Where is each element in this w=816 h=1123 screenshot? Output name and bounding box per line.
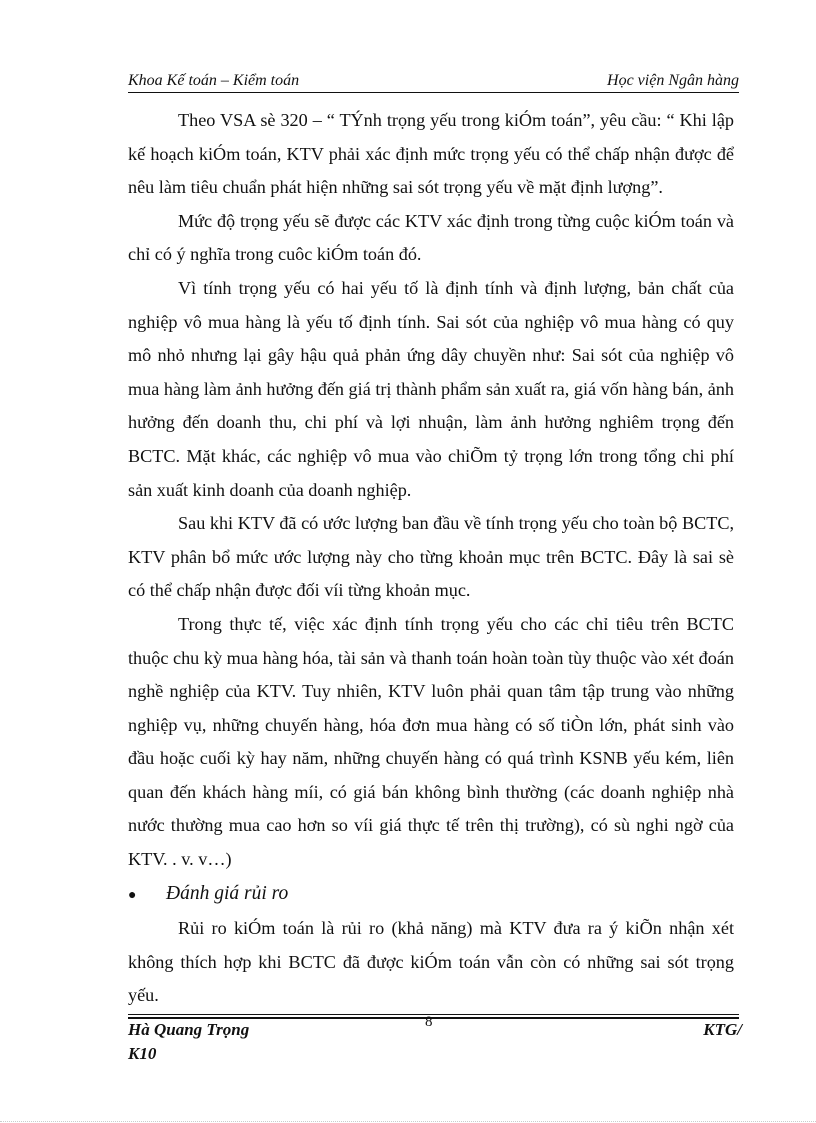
page-edge-divider [0, 1121, 816, 1122]
footer-author-class: K10 [128, 1044, 157, 1063]
page-number: 8 [425, 1014, 433, 1030]
footer-rule-thin [128, 1014, 739, 1015]
header-faculty: Khoa Kế toán – Kiểm toán [128, 72, 300, 89]
bullet-icon: ● [128, 887, 137, 903]
paragraph-5: Trong thực tế, việc xác định tính trọng yếu cho các chỉ tiêu trên BCTC thuộc chu kỳ mua hàng hóa, tài sản và thanh toán hoàn toàn tùy thuộc vào xét đoán nghề nghiệp của KTV. Tuy nhiên, KTV luôn phải quan tâm tập trung vào những nghiệp vụ, những chuyến hàng, hóa đơn mua hàng có số tiÒn lớn, phát sinh vào đầu hoặc cuối kỳ hay năm, những chuyến hàng có quá trình KSNB yếu kém, liên quan đến khách hàng míi, có giá bán không bình thường (các doanh nghiệp nhà nước thường mua cao hơn so víi giá thực tế trên thị trường), có sù nghi ngờ của KTV. . v. v…) [128, 613, 734, 870]
paragraph-3: Vì tính trọng yếu có hai yếu tố là định tính và định lượng, bản chất của nghiệp vô mua hàng là yếu tố định tính. Sai sót của nghiệp vô mua hàng có quy mô nhỏ nhưng lại gây hậu quả phản ứng dây chuyền như: Sai sót của nghiệp vô mua hàng làm ảnh hưởng đến giá trị thành phẩm sản xuất ra, giá vốn hàng bán, ảnh hưởng đến doanh thu, chi phí và lợi nhuận, làm ảnh hưởng nghiêm trọng đến BCTC. Mặt khác, các nghiệp vô mua vào chiÕm tỷ trọng lớn trong tổng chi phí sản xuất kinh doanh của doanh nghiệp. [128, 277, 734, 500]
header-institution: Học viện Ngân hàng [607, 72, 739, 89]
section-heading [128, 877, 734, 913]
footer-class-code: KTG/ [703, 1020, 742, 1039]
paragraph-2: Mức độ trọng yếu sẽ được các KTV xác định trong từng cuộc kiÓm toán và chỉ có ý nghĩa trong cuôc kiÓm toán đó. [128, 210, 734, 265]
header-rule [128, 92, 739, 93]
body-text [128, 104, 734, 1013]
page-header [128, 72, 739, 92]
footer-author-name: Hà Quang Trọng [128, 1020, 250, 1039]
paragraph-6: Rủi ro kiÓm toán là rủi ro (khả năng) mà KTV đưa ra ý kiÕn nhận xét không thích hợp khi BCTC đã được kiÓm toán vẫn còn có những sai sót trọng yếu. [128, 918, 734, 1006]
paragraph-4: Sau khi KTV đã có ước lượng ban đầu về tính trọng yếu cho toàn bộ BCTC, KTV phân bổ mức ước lượng này cho từng khoản mục trên BCTC. Đây là sai sè có thể chấp nhận được đối víi từng khoản mục. [128, 513, 734, 601]
footer-author [128, 1018, 249, 1066]
paragraph-1: Theo VSA sè 320 – “ TÝnh trọng yếu trong kiÓm toán”, yêu cầu: “ Khi lập kế hoạch kiÓm toán, KTV phải xác định mức trọng yếu có thể chấp nhận được để nêu làm tiêu chuẩn phát hiện những sai sót trọng yếu về mặt định lượng”. [128, 110, 734, 198]
section-heading-text: Đánh giá rủi ro [166, 882, 289, 904]
